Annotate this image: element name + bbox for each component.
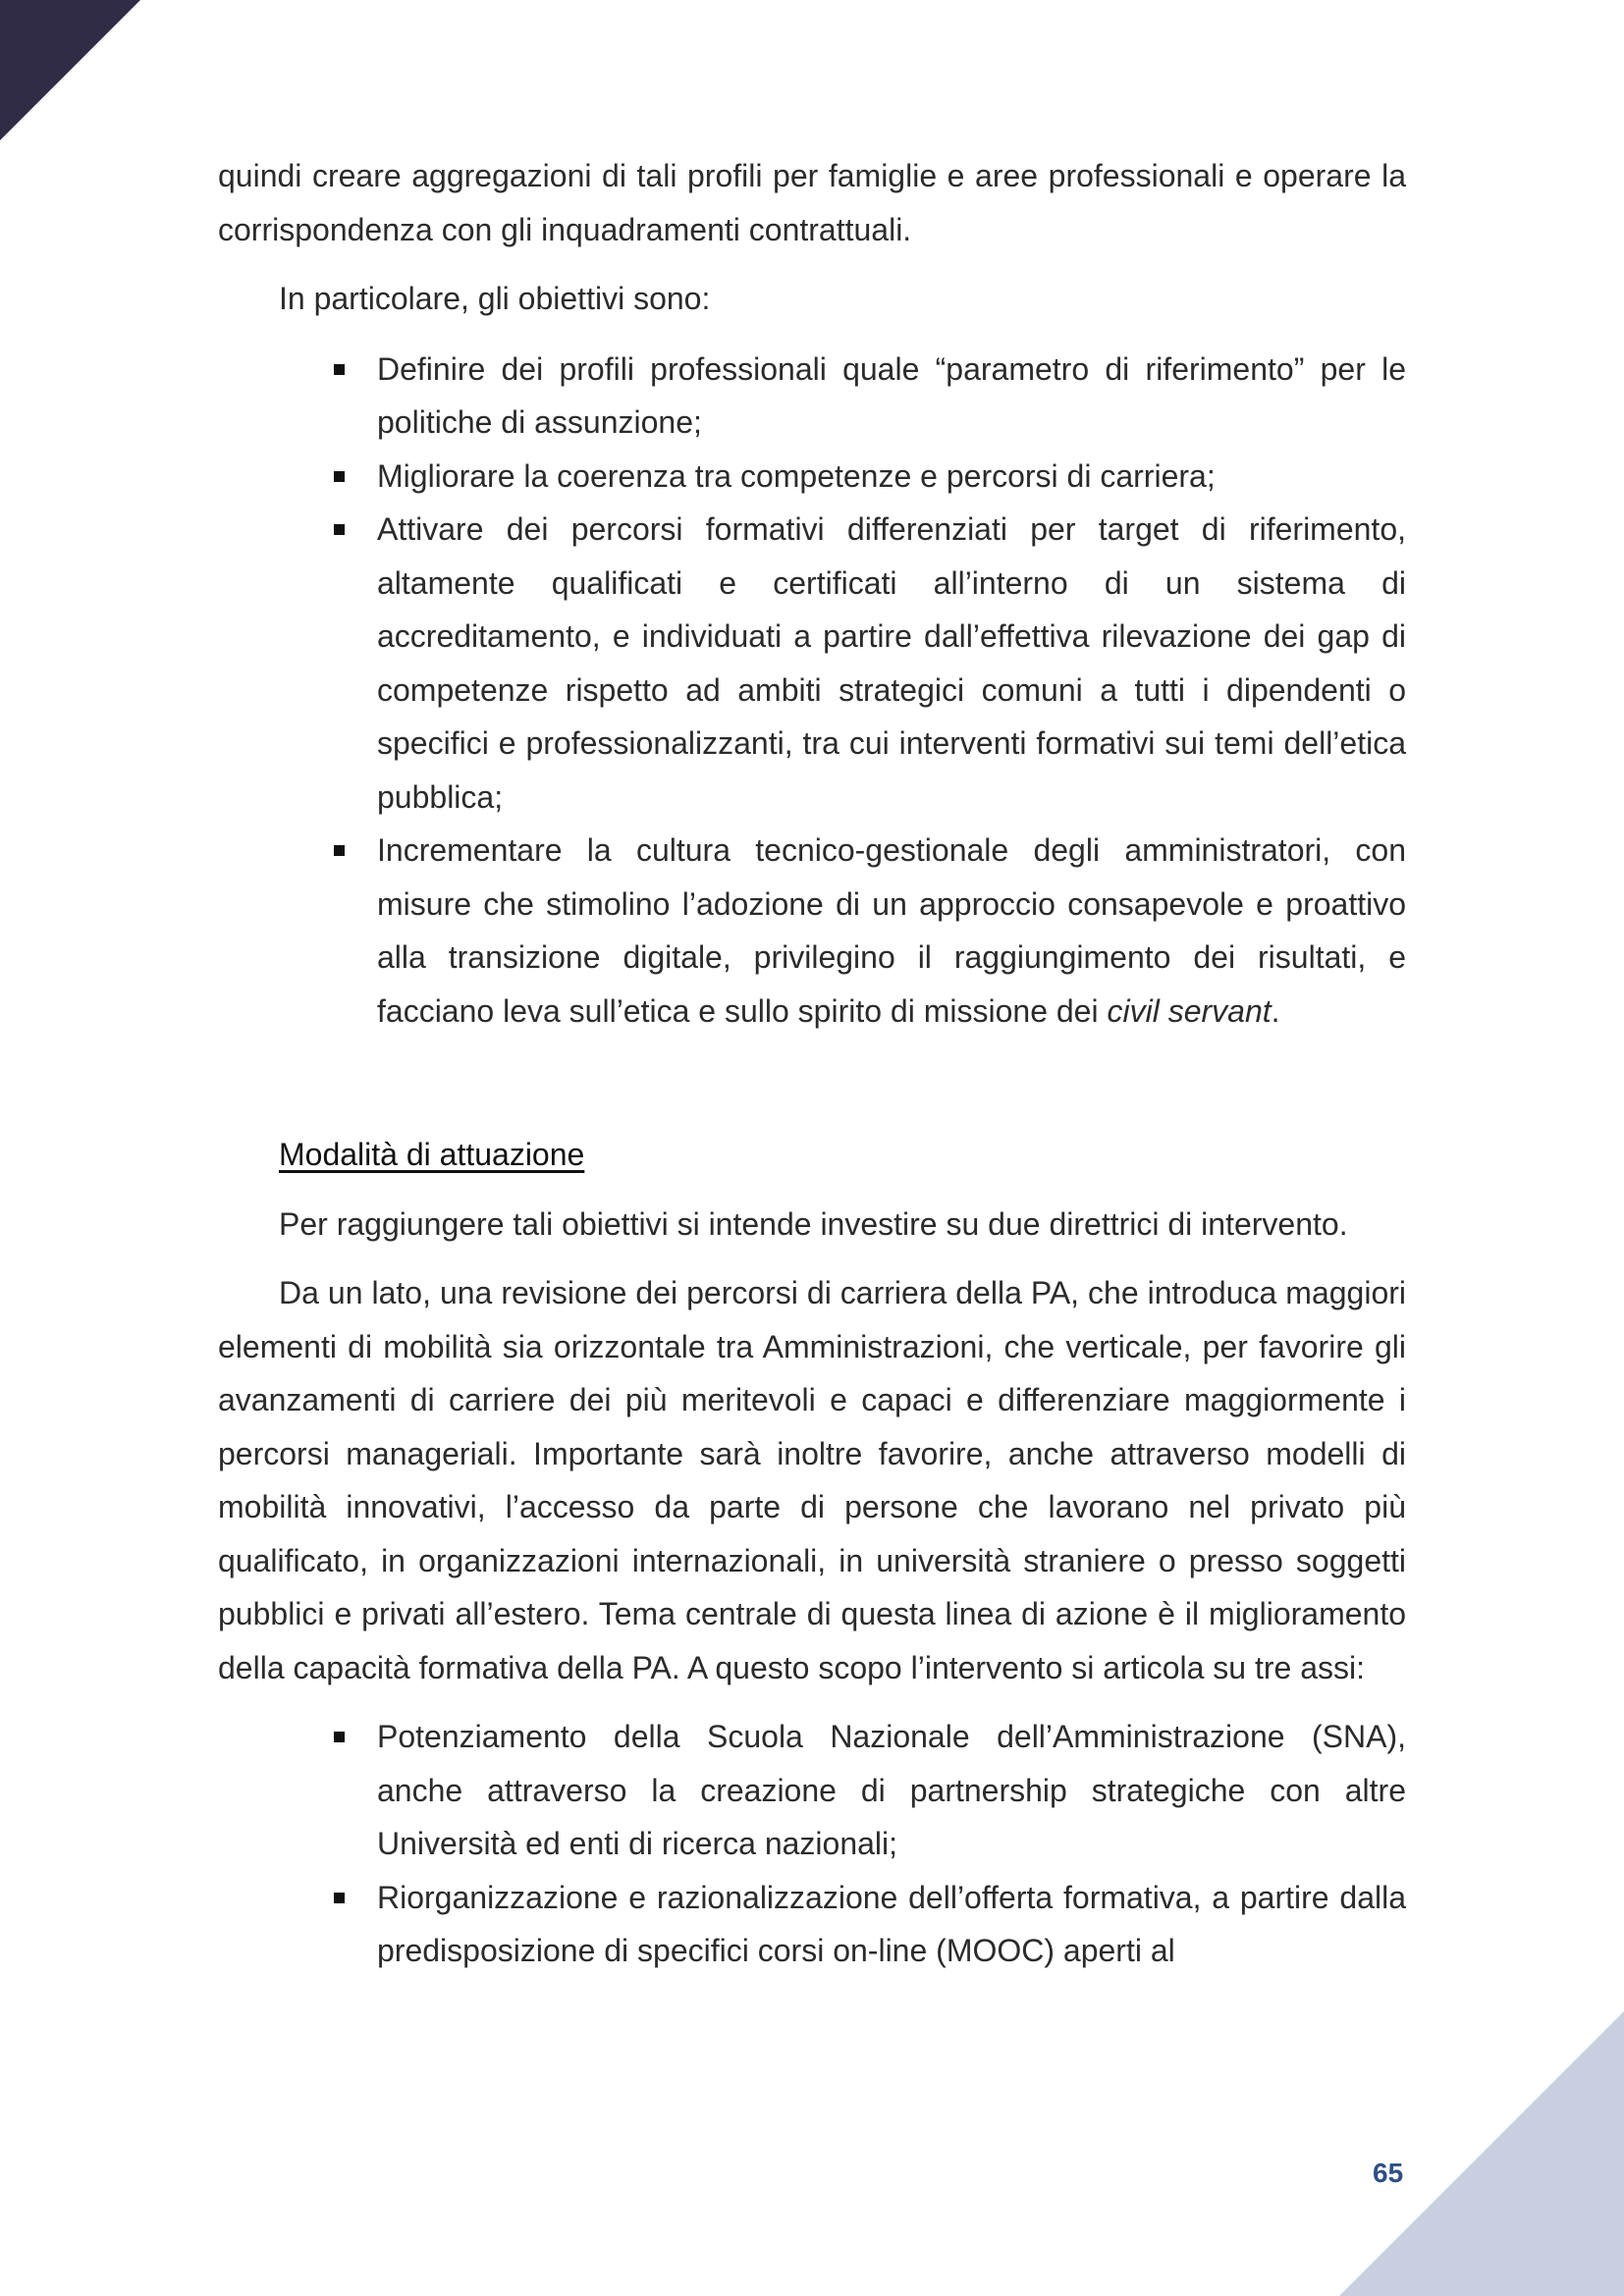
list-item-italic-term: civil servant [1107,992,1272,1029]
paragraph-directions: Per raggiungere tali obiettivi si intende investire su due direttrici di intervento. [279,1205,1348,1242]
list-item-text: Incrementare la cultura tecnico-gestionale degli amministratori, con misure che stimolino l’adozione di un approccio consapevole e proattivo alla transizione digitale, privilegino il raggiungimento dei risultati, e facciano leva sull’etica e sullo spirito di missione dei [377,832,1406,1029]
page-number: 65 [1373,2158,1404,2188]
objectives-list [218,343,1406,1039]
page-body [218,149,1406,1978]
list-item: Potenziamento della Scuola Nazionale dell’Amministrazione (SNA), anche attraverso la creazione di partnership strategiche con altre Università ed enti di ricerca nazionali; [377,1710,1406,1871]
list-item-end: . [1271,992,1280,1029]
list-item: Migliorare la coerenza tra competenze e percorsi di carriera; [377,450,1406,504]
paragraph-objectives-lead: In particolare, gli obiettivi sono: [279,281,711,316]
list-item: Definire dei profili professionali quale “parametro di riferimento” per le politiche di assunzione; [377,343,1406,450]
paragraph-career-revision: Da un lato, una revisione dei percorsi di carriera della PA, che introduca maggiori elementi di mobilità sia orizzontale tra Amministrazioni, che verticale, per favorire gli avanzamenti di carriere dei più meritevoli e capaci e differenziare maggiormente i percorsi manageriali. Importante sarà inoltre favorire, anche attraverso modelli di mobilità innovativi, l’accesso da parte di persone che lavorano nel privato più qualificato, in organizzazioni internazionali, in università straniere o presso soggetti pubblici e privati all’estero. Tema centrale di questa linea di azione è il miglioramento della capacità formativa della PA. A questo scopo l’intervento si articola su tre assi: [218,1275,1406,1685]
bottom-right-corner-decoration [1339,2011,1624,2296]
section-heading: Modalità di attuazione [279,1137,585,1172]
list-item: Attivare dei percorsi formativi differenziati per target di riferimento, altamente qualificati e certificati all’interno di un sistema di accreditamento, e individuati a partire dall’effettiva rilevazione dei gap di competenze rispetto ad ambiti strategici comuni a tutti i dipendenti o specifici e professionalizzanti, tra cui interventi formativi sui temi dell’etica pubblica; [377,503,1406,824]
list-item: Riorganizzazione e razionalizzazione dell’offerta formativa, a partire dalla predisposizione di specifici corsi on-line (MOOC) aperti al [377,1871,1406,1978]
axes-list [218,1710,1406,1978]
top-left-corner-decoration [0,0,140,140]
paragraph-intro: quindi creare aggregazioni di tali profili per famiglie e aree professionali e operare la corrispondenza con gli inquadramenti contrattuali. [218,158,1406,247]
list-item [377,824,1406,1038]
